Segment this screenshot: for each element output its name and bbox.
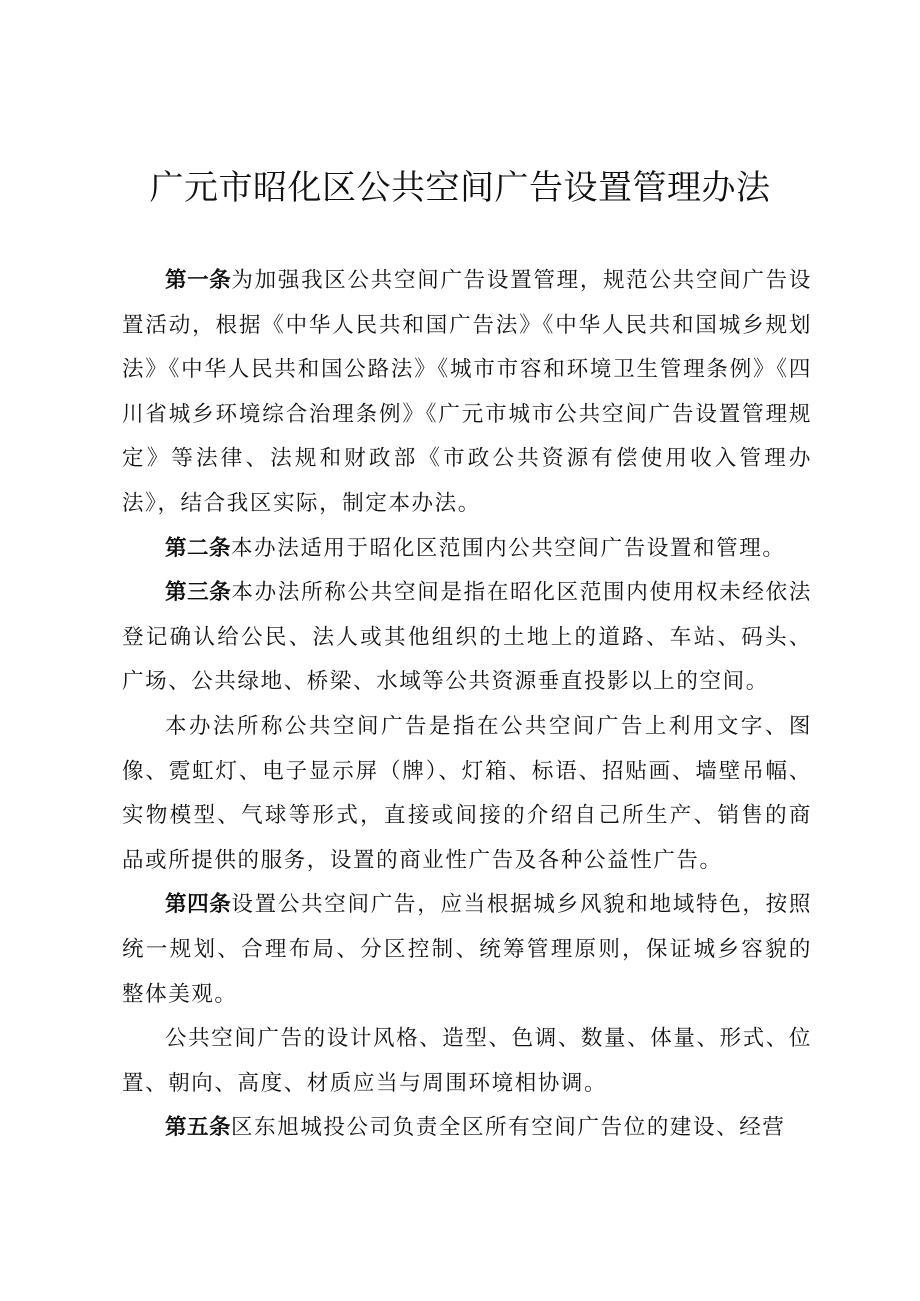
document-body (122, 259, 812, 1151)
article-text: 本办法所称公共空间是指在昭化区范围内使用权未经依法登记确认给公民、法人或其他组织的土地上的道路、车站、码头、广场、公共绿地、桥梁、水域等公共资源垂直投影以上的空间。 (122, 580, 812, 695)
document-title: 广元市昭化区公共空间广告设置管理办法 (149, 168, 771, 208)
article-label: 第一条 (165, 268, 232, 293)
article-1 (122, 259, 812, 527)
article-text: 本办法适用于昭化区范围内公共空间广告设置和管理。 (231, 535, 786, 561)
article-text: 区东旭城投公司负责全区所有空间广告位的建设、经营 (231, 1115, 786, 1141)
article-4-continued (122, 1017, 812, 1106)
article-label: 第四条 (165, 892, 232, 918)
article-4 (122, 883, 812, 1017)
article-label: 第二条 (165, 535, 232, 561)
article-3 (122, 571, 812, 705)
article-text: 公共空间广告的设计风格、造型、色调、数量、体量、形式、位置、朝向、高度、材质应当与周围环境相协调。 (122, 1026, 812, 1096)
article-2 (122, 527, 812, 572)
article-3-continued (122, 705, 812, 883)
article-label: 第三条 (165, 580, 232, 606)
article-label: 第五条 (165, 1115, 232, 1141)
article-text: 为加强我区公共空间广告设置管理，规范公共空间广告设置活动，根据《中华人民共和国广告法》《中华人民共和国城乡规划法》《中华人民共和国公路法》《城市市容和环境卫生管理条例》《四川省城乡环境综合治理条例》《广元市城市公共空间广告设置管理规定》等法律、法规和财政部《市政公共资源有偿使用收入管理办法》，结合我区实际，制定本办法。 (122, 268, 812, 516)
article-5 (122, 1106, 812, 1151)
article-text: 本办法所称公共空间广告是指在公共空间广告上利用文字、图像、霓虹灯、电子显示屏（牌）、灯箱、标语、招贴画、墙壁吊幅、实物模型、气球等形式，直接或间接的介绍自己所生产、销售的商品或所提供的服务，设置的商业性广告及各种公益性广告。 (122, 713, 812, 873)
article-text: 设置公共空间广告，应当根据城乡风貌和地域特色，按照统一规划、合理布局、分区控制、统筹管理原则，保证城乡容貌的整体美观。 (122, 892, 812, 1007)
